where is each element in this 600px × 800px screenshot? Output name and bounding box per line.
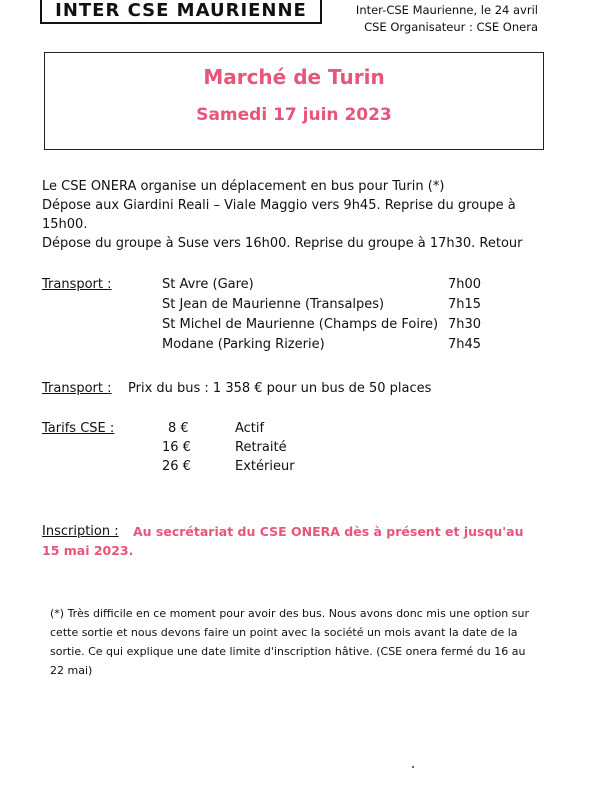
organiser-line: CSE Organisateur : CSE Onera <box>364 20 538 34</box>
transport-label: Transport : <box>42 277 112 292</box>
event-box <box>44 52 544 150</box>
tarif-category: Retraité <box>235 440 287 455</box>
stop-place: Modane (Parking Rizerie) <box>162 337 325 352</box>
footnote <box>50 604 550 680</box>
event-title: Marché de Turin <box>203 65 385 89</box>
footnote-line: (*) Très difficile en ce moment pour avoir des bus. Nous avons donc mis une option sur <box>50 607 530 620</box>
inscription-label: Inscription : <box>42 524 119 539</box>
organisation-banner <box>40 0 322 24</box>
transport-price-text: Prix du bus : 1 358 € pour un bus de 50 places <box>128 381 432 396</box>
organisation-name: INTER CSE MAURIENNE <box>55 0 307 21</box>
footnote-line: cette sortie et nous devons faire un point avec la société un mois avant la date de la <box>50 626 518 639</box>
stop-time: 7h00 <box>448 277 482 292</box>
place-date: Inter-CSE Maurienne, le 24 avril <box>355 3 538 17</box>
intro-paragraph <box>42 177 562 253</box>
stop-time: 7h30 <box>448 317 482 332</box>
inscription-deadline: 15 mai 2023. <box>42 543 134 558</box>
footnote-line: sortie. Ce qui explique une date limite d'inscription hâtive. (CSE onera fermé du 16 au <box>50 645 526 658</box>
tarif-price: 8 € <box>168 421 189 436</box>
stop-time: 7h45 <box>448 337 482 352</box>
scan-speck <box>412 766 414 768</box>
intro-line: 15h00. <box>42 217 88 232</box>
tarif-category: Extérieur <box>235 459 295 474</box>
footnote-line: 22 mai) <box>50 664 93 677</box>
event-date: Samedi 17 juin 2023 <box>196 105 392 125</box>
intro-line: Dépose aux Giardini Reali – Viale Maggio vers 9h45. Reprise du groupe à <box>42 198 516 213</box>
stop-place: St Jean de Maurienne (Transalpes) <box>162 297 385 312</box>
stop-place: St Michel de Maurienne (Champs de Foire) <box>162 317 439 332</box>
tarif-price: 26 € <box>162 459 191 474</box>
intro-line: Le CSE ONERA organise un déplacement en bus pour Turin (*) <box>42 179 445 194</box>
tarifs-label: Tarifs CSE : <box>42 421 115 436</box>
stop-place: St Avre (Gare) <box>162 277 254 292</box>
stop-time: 7h15 <box>448 297 482 312</box>
tarif-price: 16 € <box>162 440 191 455</box>
tarif-category: Actif <box>235 421 265 436</box>
intro-line: Dépose du groupe à Suse vers 16h00. Reprise du groupe à 17h30. Retour <box>42 236 523 251</box>
transport-price-label: Transport : <box>42 381 112 396</box>
inscription-text: Au secrétariat du CSE ONERA dès à présent et jusqu'au <box>133 524 524 539</box>
